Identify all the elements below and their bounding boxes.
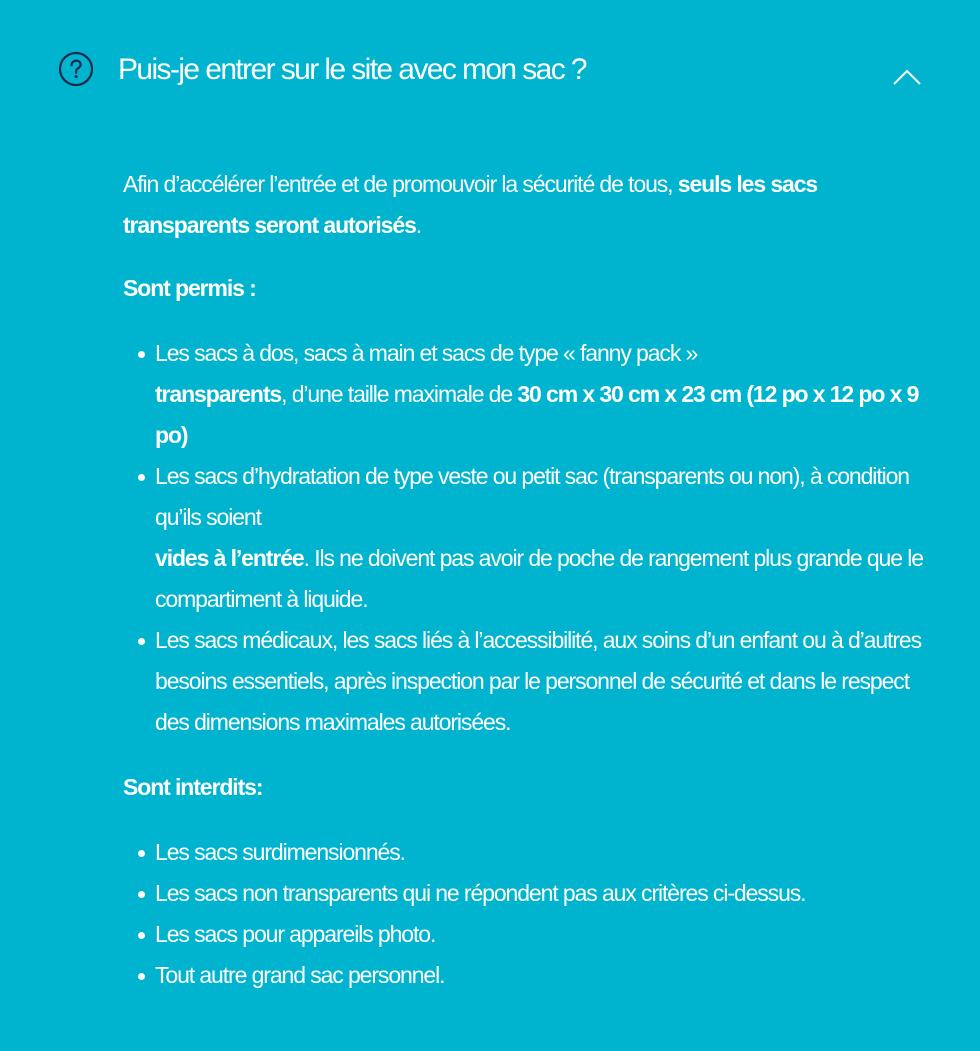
chevron-up-icon[interactable] xyxy=(890,64,924,88)
intro-bold-text: seuls les sacs transparents seront autorisés xyxy=(123,171,818,238)
answer-intro xyxy=(123,164,923,246)
permis-item-1-bold: transparents xyxy=(155,381,282,407)
intro-end: . xyxy=(415,212,422,238)
permis-item-2-text-2: . Ils ne doivent pas avoir de poche de rangement plus grande que le compartiment à liquide. xyxy=(155,545,923,612)
permis-item-1-dimensions: 30 cm x 30 cm x 23 cm (12 po x 12 po x 9 po) xyxy=(155,381,919,448)
permis-item-1-text-2: , d’une taille maximale de xyxy=(281,381,518,407)
permis-item-1-text: Les sacs à dos, sacs à main et sacs de type « fanny pack » xyxy=(155,340,698,366)
faq-question-toggle[interactable] xyxy=(0,0,980,130)
list-item: Les sacs pour appareils photo. xyxy=(123,914,923,955)
list-item xyxy=(123,333,923,456)
interdits-heading: Sont interdits: xyxy=(123,774,263,800)
list-item xyxy=(123,456,923,620)
list-item: Les sacs non transparents qui ne répondent pas aux critères ci-dessus. xyxy=(123,873,923,914)
interdits-list xyxy=(123,832,923,996)
question-circle-icon xyxy=(58,51,94,87)
list-item: Tout autre grand sac personnel. xyxy=(123,955,923,996)
faq-answer xyxy=(123,164,923,996)
list-item xyxy=(123,620,923,743)
permis-heading: Sont permis : xyxy=(123,275,256,301)
list-item: Les sacs surdimensionnés. xyxy=(123,832,923,873)
faq-question-title: Puis-je entrer sur le site avec mon sac ? xyxy=(118,53,586,86)
permis-list xyxy=(123,333,923,743)
permis-item-2-bold: vides à l’entrée xyxy=(155,545,304,571)
intro-text: Afin d’accélérer l’entrée et de promouvoir la sécurité de tous, xyxy=(123,171,678,197)
permis-item-3-text: Les sacs médicaux, les sacs liés à l’accessibilité, aux soins d’un enfant ou à d’autres besoins essentiels, après inspection par le personnel de sécurité et dans le respect des dimensions maximales autorisées. xyxy=(155,627,921,735)
permis-item-2-text: Les sacs d’hydratation de type veste ou petit sac (transparents ou non), à condition qu’ils soient xyxy=(155,463,909,530)
